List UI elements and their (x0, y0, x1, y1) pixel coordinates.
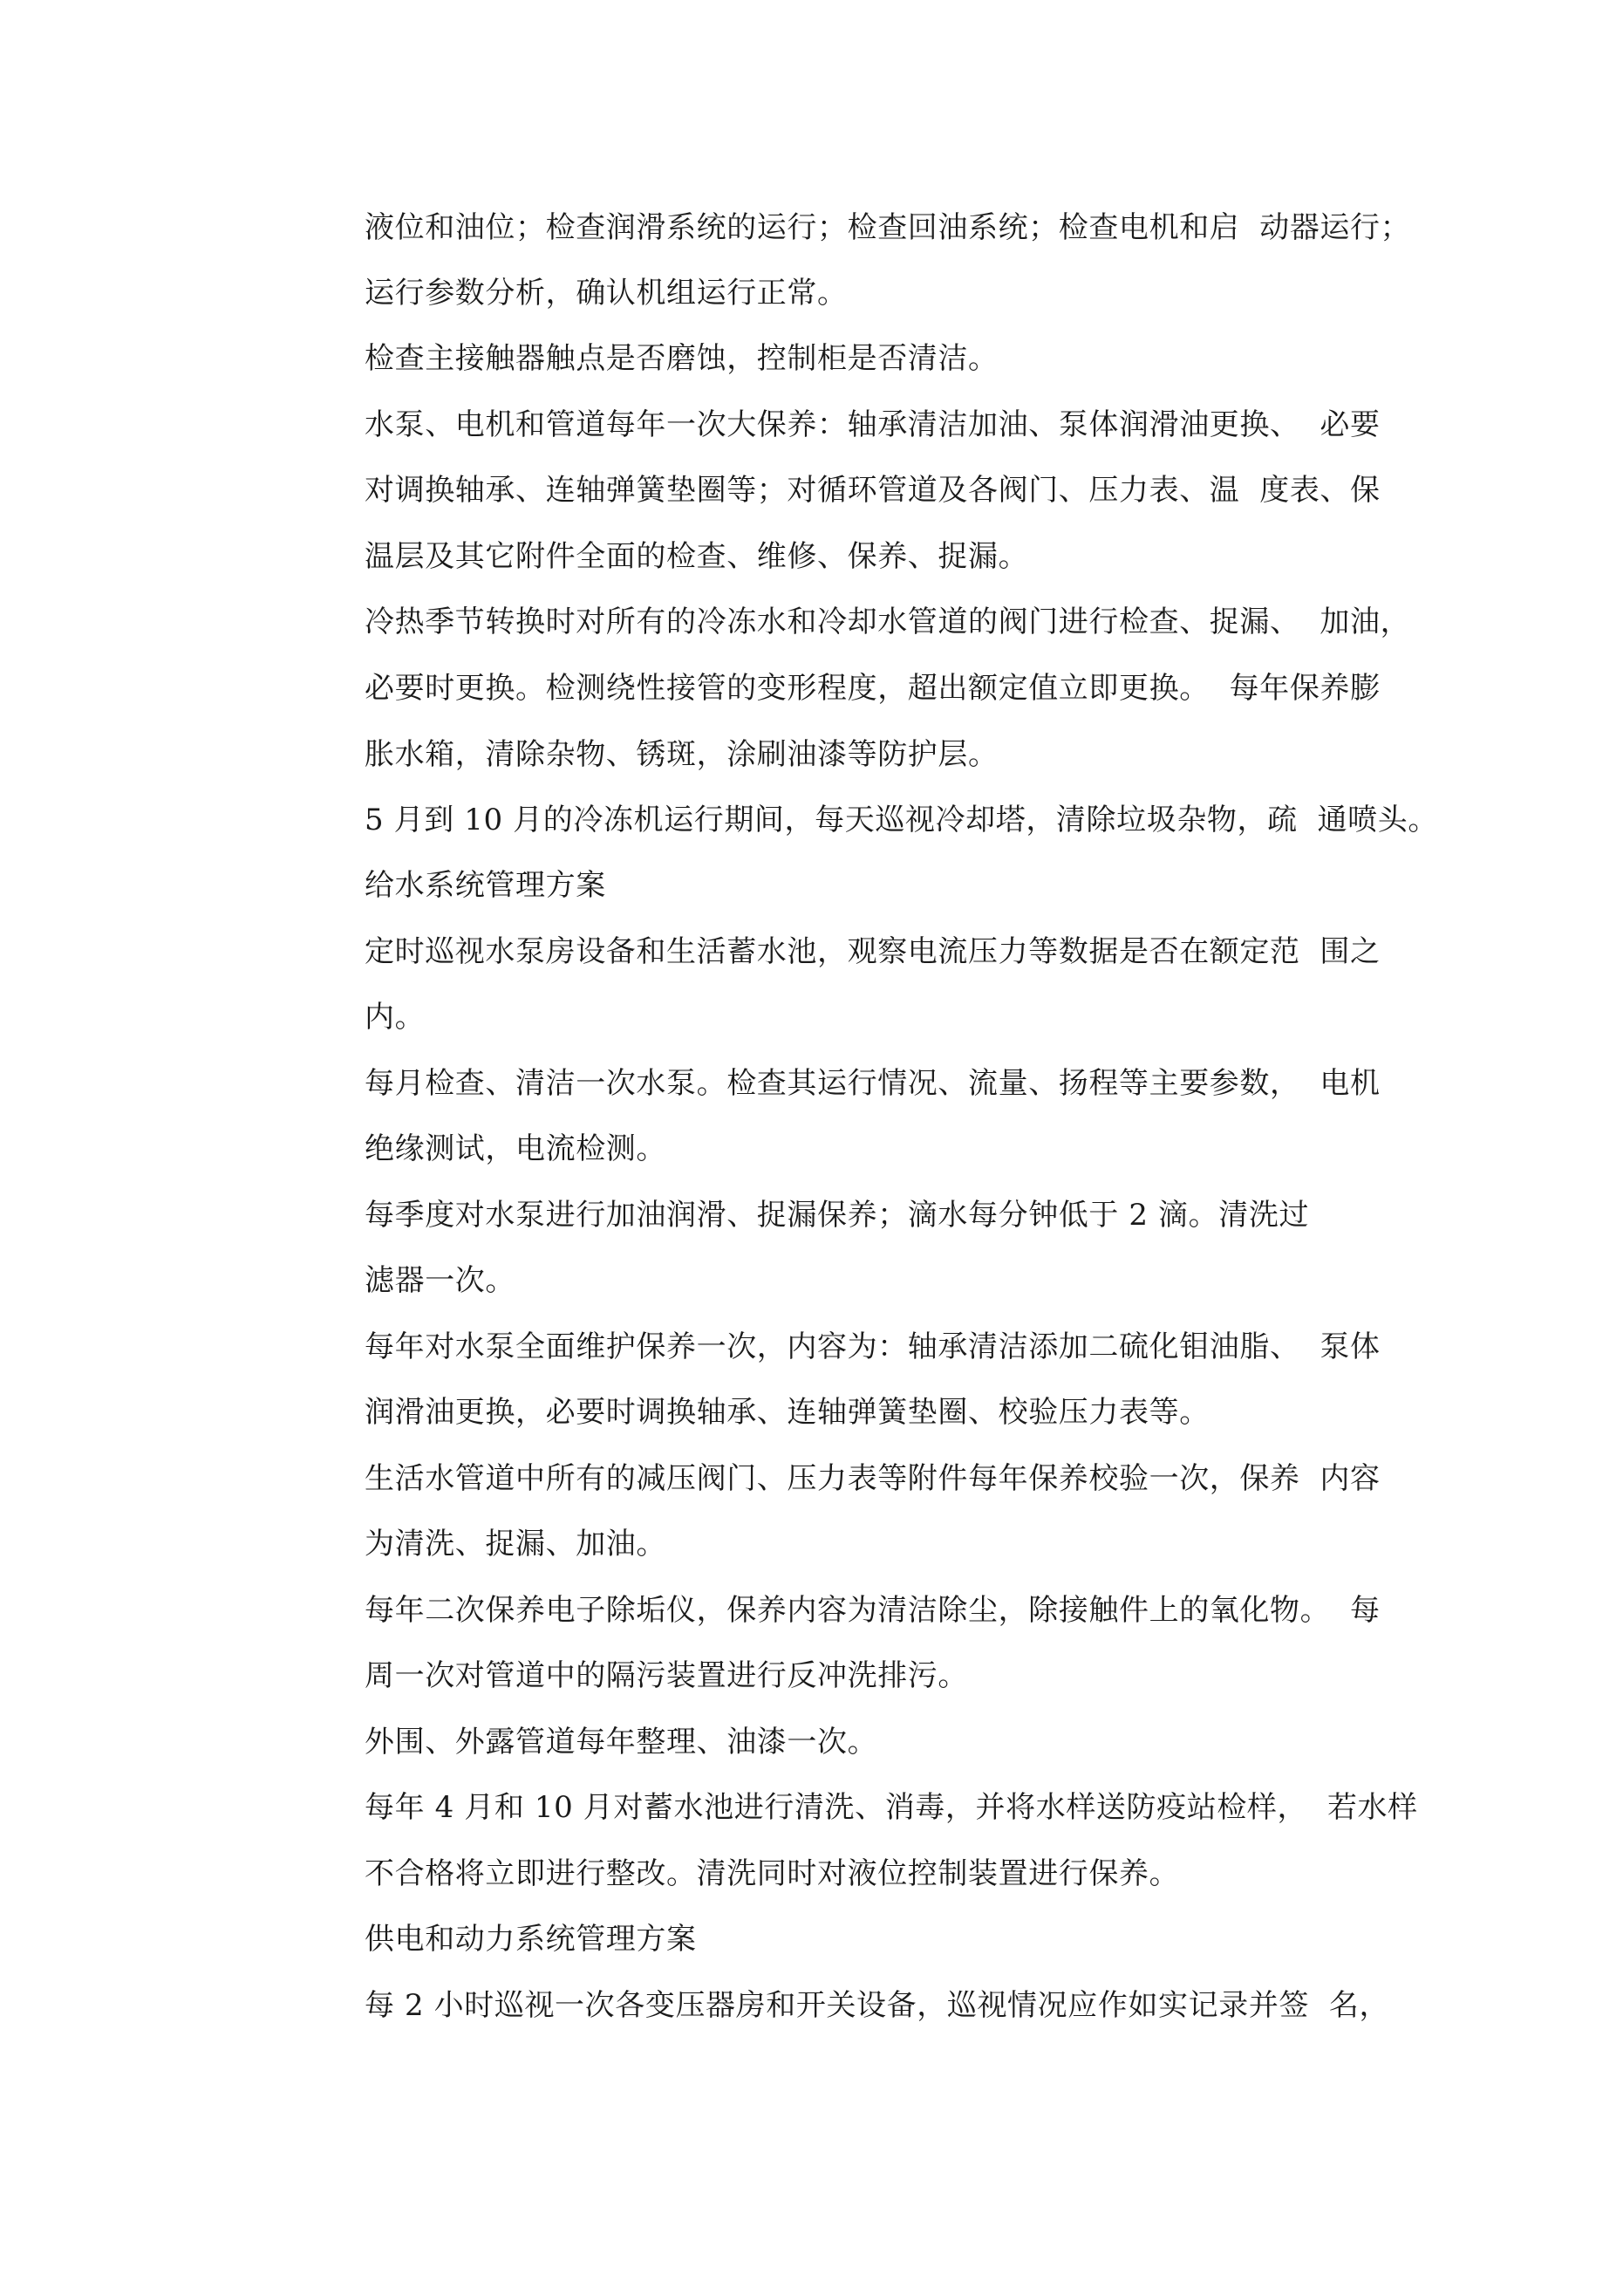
text-line: 每 2 小时巡视一次各变压器房和开关设备，巡视情况应作如实记录并签 名， (365, 1988, 1390, 2023)
text-line: 为清洗、捉漏、加油。 (365, 1527, 666, 1561)
text-line: 温层及其它附件全面的检查、维修、保养、捉漏。 (365, 539, 1029, 574)
text-line: 生活水管道中所有的减压阀门、压力表等附件每年保养校验一次，保养 内容 (365, 1461, 1381, 1496)
text-line: 冷热季节转换时对所有的冷冻水和冷却水管道的阀门进行检查、捉漏、 加油， (365, 605, 1411, 639)
text-line: 5 月到 10 月的冷冻机运行期间，每天巡视冷却塔，清除垃圾杂物，疏 通喷头。 (365, 803, 1438, 837)
text-line: 周一次对管道中的隔污装置进行反冲洗排污。 (365, 1658, 968, 1693)
text-line: 绝缘测试，电流检测。 (365, 1131, 666, 1166)
text-line: 检查主接触器触点是否磨蚀，控制柜是否清洁。 (365, 341, 999, 376)
text-line: 对调换轴承、连轴弹簧垫圈等；对循环管道及各阀门、压力表、温 度表、保 (365, 473, 1381, 508)
text-line: 运行参数分析，确认机组运行正常。 (365, 276, 848, 311)
text-line: 每年二次保养电子除垢仪，保养内容为清洁除尘，除接触件上的氧化物。 每 (365, 1593, 1381, 1628)
text-line: 滤器一次。 (365, 1263, 515, 1298)
text-line: 水泵、电机和管道每年一次大保养：轴承清洁加油、泵体润滑油更换、 必要 (365, 407, 1381, 442)
text-line: 不合格将立即进行整改。清洗同时对液位控制装置进行保养。 (365, 1856, 1180, 1891)
text-line: 每月检查、清洁一次水泵。检查其运行情况、流量、扬程等主要参数， 电机 (365, 1066, 1381, 1101)
text-line: 液位和油位；检查润滑系统的运行；检查回油系统；检查电机和启 动器运行； (365, 210, 1411, 245)
text-line: 内。 (365, 1000, 426, 1035)
text-line: 每季度对水泵进行加油润滑、捉漏保养；滴水每分钟低于 2 滴。清洗过 (365, 1198, 1310, 1233)
text-line: 外围、外露管道每年整理、油漆一次。 (365, 1725, 878, 1760)
text-line: 定时巡视水泵房设备和生活蓄水池，观察电流压力等数据是否在额定范 围之 (365, 934, 1381, 969)
text-line: 必要时更换。检测绕性接管的变形程度，超出额定值立即更换。 每年保养膨 (365, 671, 1381, 706)
section-heading: 给水系统管理方案 (365, 868, 606, 903)
text-line: 每年对水泵全面维护保养一次，内容为：轴承清洁添加二硫化钼油脂、 泵体 (365, 1329, 1381, 1364)
text-line: 润滑油更换，必要时调换轴承、连轴弹簧垫圈、校验压力表等。 (365, 1395, 1210, 1430)
text-line: 胀水箱，清除杂物、锈斑，涂刷油漆等防护层。 (365, 737, 999, 772)
section-heading: 供电和动力系统管理方案 (365, 1922, 697, 1957)
text-line: 每年 4 月和 10 月对蓄水池进行清洗、消毒，并将水样送防疫站检样， 若水样 (365, 1790, 1418, 1825)
